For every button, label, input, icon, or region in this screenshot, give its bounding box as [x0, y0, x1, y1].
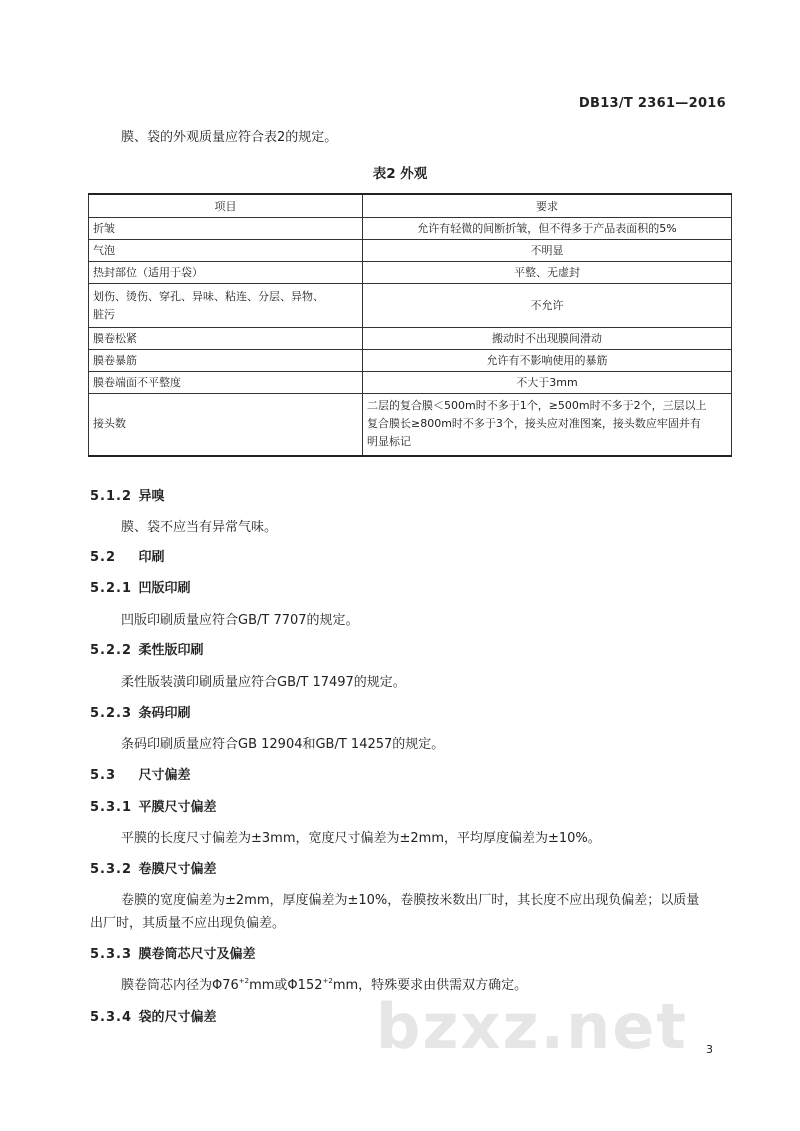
body-text: mm，特殊要求由供需双方确定。 — [332, 978, 528, 993]
section-number: 5.3.1 — [90, 800, 133, 815]
table-row — [89, 394, 732, 456]
section-heading-5-3-3 — [90, 943, 256, 962]
section-number: 5.2.2 — [90, 643, 133, 658]
body-text: mm或Φ152 — [249, 978, 323, 993]
tolerance-upper: +2 — [238, 977, 250, 985]
header-requirement: 要求 — [363, 194, 732, 218]
section-heading-5-2-2 — [90, 639, 204, 658]
section-title: 印刷 — [138, 550, 165, 565]
section-title: 凹版印刷 — [138, 581, 191, 596]
table-row — [89, 284, 732, 328]
body-text: 膜卷筒芯内径为Φ76 — [121, 978, 239, 993]
section-heading-5-2-3 — [90, 702, 191, 721]
section-number: 5.1.2 — [90, 489, 133, 504]
cell-item-line: 脏污 — [93, 307, 115, 321]
section-number: 5.3.4 — [90, 1010, 133, 1025]
section-heading-5-3 — [90, 764, 191, 783]
page-number: 3 — [706, 1043, 713, 1056]
table-row — [89, 218, 732, 240]
section-body: 柔性版装潢印刷质量应符合GB/T 17497的规定。 — [121, 675, 406, 690]
watermark: bzxz.net — [376, 990, 688, 1063]
table-row — [89, 372, 732, 394]
appearance-table — [88, 193, 732, 457]
table-row — [89, 328, 732, 350]
cell-requirement-line: 复合膜长≥800m时不多于3个，接头应对准图案，接头数应牢固并有 — [367, 417, 701, 431]
cell-item: 气泡 — [89, 240, 363, 262]
section-number: 5.3.3 — [90, 947, 133, 962]
cell-item — [89, 284, 363, 328]
cell-item: 膜卷端面不平整度 — [89, 372, 363, 394]
cell-item: 膜卷松紧 — [89, 328, 363, 350]
section-heading-5-1-2 — [90, 485, 165, 504]
section-number: 5.2.3 — [90, 706, 133, 721]
cell-requirement: 不大于3mm — [363, 372, 732, 394]
section-number: 5.3 — [90, 768, 117, 783]
section-number: 5.2.1 — [90, 581, 133, 596]
section-title: 袋的尺寸偏差 — [138, 1010, 217, 1025]
cell-requirement-line: 明显标记 — [367, 435, 411, 449]
cell-requirement-line: 二层的复合膜＜500m时不多于1个，≥500m时不多于2个，三层以上 — [367, 399, 707, 413]
section-title: 卷膜尺寸偏差 — [138, 862, 217, 877]
section-heading-5-2 — [90, 546, 165, 565]
header-item: 项目 — [89, 194, 363, 218]
section-number: 5.3.2 — [90, 862, 133, 877]
cell-requirement: 不明显 — [363, 240, 732, 262]
section-number: 5.2 — [90, 550, 117, 565]
tolerance-upper: +2 — [322, 977, 333, 985]
table-header-row — [89, 194, 732, 218]
section-title: 柔性版印刷 — [138, 643, 204, 658]
section-title: 尺寸偏差 — [138, 768, 191, 783]
section-heading-5-2-1 — [90, 577, 191, 596]
section-title: 异嗅 — [138, 489, 165, 504]
section-heading-5-3-1 — [90, 796, 217, 815]
section-body: 凹版印刷质量应符合GB/T 7707的规定。 — [121, 613, 359, 628]
cell-requirement: 平整、无虚封 — [363, 262, 732, 284]
section-title: 平膜尺寸偏差 — [138, 800, 217, 815]
table-row — [89, 240, 732, 262]
cell-requirement — [363, 394, 732, 456]
cell-item: 热封部位（适用于袋） — [89, 262, 363, 284]
cell-requirement: 允许有不影响使用的暴筋 — [363, 350, 732, 372]
section-heading-5-3-2 — [90, 858, 217, 877]
table-row — [89, 350, 732, 372]
cell-item: 膜卷暴筋 — [89, 350, 363, 372]
document-code: DB13/T 2361—2016 — [578, 96, 726, 111]
cell-requirement: 不允许 — [363, 284, 732, 328]
cell-item: 折皱 — [89, 218, 363, 240]
table-row — [89, 262, 732, 284]
table-title: 表2 外观 — [372, 166, 428, 182]
intro-paragraph: 膜、袋的外观质量应符合表2的规定。 — [121, 130, 338, 145]
section-heading-5-3-4 — [90, 1006, 217, 1025]
section-title: 膜卷筒芯尺寸及偏差 — [138, 947, 256, 962]
section-body: 条码印刷质量应符合GB 12904和GB/T 14257的规定。 — [121, 737, 445, 752]
cell-requirement: 搬动时不出现膜间滑动 — [363, 328, 732, 350]
section-body: 平膜的长度尺寸偏差为±3mm，宽度尺寸偏差为±2mm，平均厚度偏差为±10%。 — [121, 831, 601, 846]
section-body: 卷膜的宽度偏差为±2mm，厚度偏差为±10%，卷膜按米数出厂时，其长度不应出现负偏差；以质量 — [121, 893, 700, 908]
cell-requirement: 允许有轻微的间断折皱，但不得多于产品表面积的5% — [363, 218, 732, 240]
section-title: 条码印刷 — [138, 706, 191, 721]
section-body: 膜、袋不应当有异常气味。 — [121, 520, 278, 535]
cell-item-line: 划伤、烫伤、穿孔、异味、粘连、分层、异物、 — [93, 289, 324, 303]
cell-item: 接头数 — [89, 394, 363, 456]
section-body-continued: 出厂时，其质量不应出现负偏差。 — [90, 916, 286, 931]
